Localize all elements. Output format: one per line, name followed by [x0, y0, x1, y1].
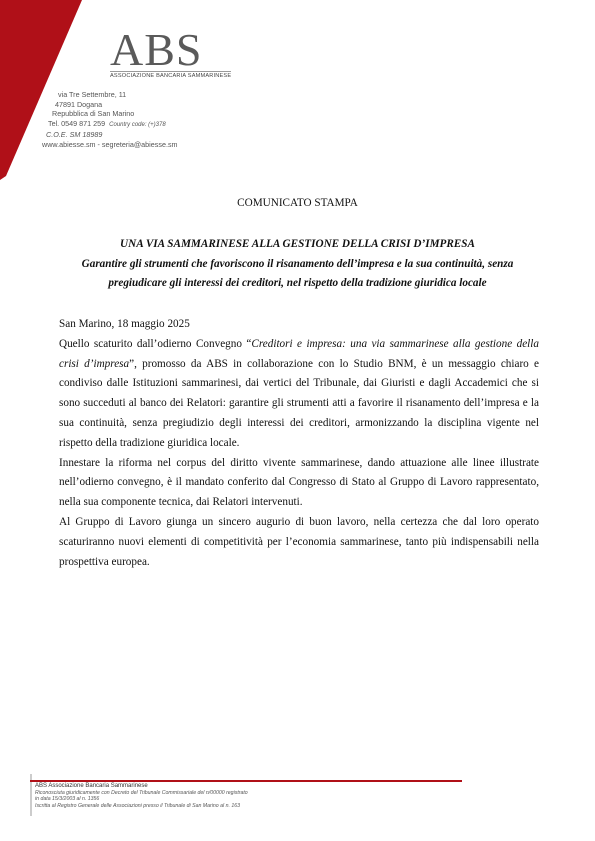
paragraph-1-start: Quello scaturito dall’odierno Convegno “	[59, 337, 252, 350]
footer-registration-date: in data 15/3/2003 al n. 1356	[35, 796, 100, 803]
footer-org: ABS Associazione Bancaria Sammarinese	[35, 783, 148, 789]
footer-registry: Iscritta al Registro Generale delle Associazioni presso il Tribunale di San Marino al n. 163	[35, 802, 241, 809]
footer	[35, 783, 248, 809]
paragraph-3: Al Gruppo di Lavoro giunga un sincero augurio di buon lavoro, nella certezza che dal loro operato scaturiranno nuovi elementi di competitività per l’economia sammarinese, tanto più indispensabili nella prospettiva europea.	[59, 515, 539, 568]
logo-text: ABS	[110, 24, 203, 75]
paragraph-1-end: ”, promosso da ABS in collaborazione con lo Studio BNM, è un messaggio chiaro e condiviso dalle Istituzioni sammarinesi, dai vertici del Tribunale, dai Giuristi e dagli Accademici che si sono succeduti al banco dei Relatori: garantire gli strumenti atti a favorire il risanamento dell’impresa e la sua continuità, senza pregiudizio degli interessi dei creditori, armonizzando la disciplina vigente nel rispetto della tradizione giuridica locale.	[59, 357, 540, 449]
title-block	[60, 235, 535, 294]
conference-title: Creditori e impresa: una via sammarinese alla gestione della crisi d’impresa	[59, 337, 539, 370]
footer-registration: Riconosciuta giuridicamente con Decreto del Tribunale Commissariale del n/00000 registrato	[35, 789, 248, 796]
paragraph-1	[59, 335, 539, 454]
address-block	[42, 90, 178, 149]
abs-logo	[110, 24, 232, 79]
document-body	[59, 315, 539, 572]
address-country-code: Country code: (+)378	[109, 121, 166, 128]
footer-divider	[30, 780, 462, 782]
document-title: UNA VIA SAMMARINESE ALLA GESTIONE DELLA CRISI D’IMPRESA	[120, 238, 475, 250]
address-city: 47891 Dogana	[55, 99, 103, 109]
address-country: Repubblica di San Marino	[52, 109, 135, 118]
address-tel: Tel. 0549 871 259	[48, 118, 106, 128]
date-line: San Marino, 18 maggio 2025	[59, 318, 190, 330]
document-heading: COMUNICATO STAMPA	[237, 197, 358, 209]
address-street: via Tre Settembre, 11	[58, 90, 127, 99]
address-coe: C.O.E. SM 18989	[46, 130, 103, 139]
logo-subtitle: ASSOCIAZIONE BANCARIA SAMMARINESE	[110, 73, 232, 79]
document-subtitle: Garantire gli strumenti che favoriscono il risanamento dell’impresa e la sua continuità, senza pregiudicare gli interessi dei creditori, nel rispetto della tradizione giuridica locale	[81, 257, 514, 289]
address-web: www.abiesse.sm - segreteria@abiesse.sm	[42, 139, 178, 149]
paragraph-2: Innestare la riforma nel corpus del diritto vivente sammarinese, dando attuazione alle linee illustrate nell’odierno convegno, è il mandato conferito dal Congresso di Stato al Gruppo di Lavoro rappresentato, nella sua componente tecnica, dai Relatori intervenuti.	[59, 456, 539, 509]
